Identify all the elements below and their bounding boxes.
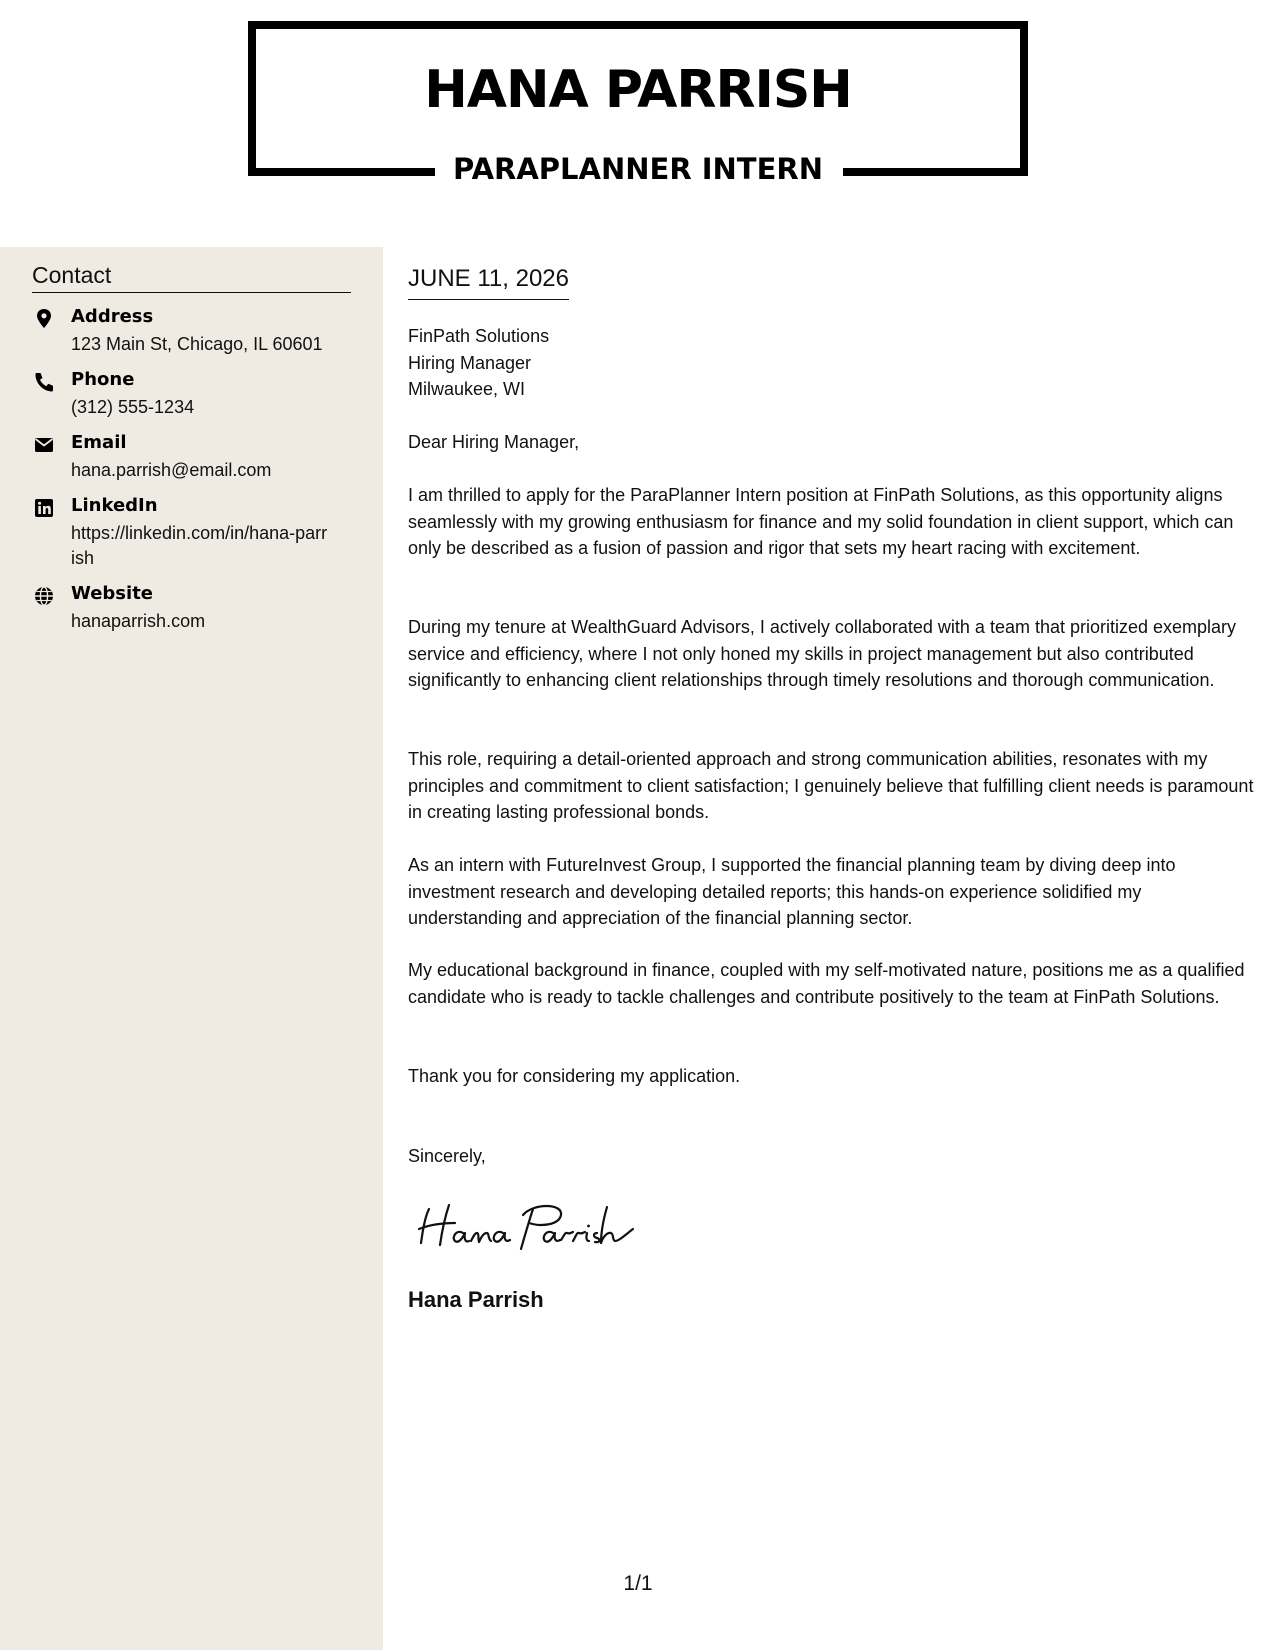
body-paragraph: During my tenure at WealthGuard Advisors, I actively collaborated with a team that prioritized exemplary service and efficiency, where I not only honed my skills in project management but also contributed significantly to enhancing client relationships through timely resolutions and thorough communication. — [408, 617, 1237, 690]
body-paragraph: I am thrilled to apply for the ParaPlanner Intern position at FinPath Solutions, as this opportunity aligns seamlessly with my growing enthusiasm for finance and my solid foundation in client support, which can only be described as a fusion of passion and rigor that sets my heart racing with excitement. — [408, 485, 1234, 558]
globe-icon — [32, 585, 56, 607]
email-value[interactable]: hana.parrish@email.com — [71, 460, 272, 480]
letter-date: JUNE 11, 2026 — [408, 265, 569, 300]
website-value[interactable]: hanaparrish.com — [71, 611, 206, 631]
envelope-icon — [32, 434, 56, 456]
sign-off: Sincerely, — [408, 1146, 486, 1166]
contact-label: Website — [71, 583, 154, 604]
contact-label: Address — [71, 306, 154, 327]
salutation: Dear Hiring Manager, — [408, 432, 580, 452]
linkedin-icon — [32, 497, 56, 519]
body-paragraph: This role, requiring a detail-oriented approach and strong communication abilities, resonates with my principles and commitment to client satisfaction; I genuinely believe that fulfilling client needs is paramount in creating lasting professional bonds. — [408, 749, 1254, 822]
page-number: 1/1 — [623, 1572, 653, 1595]
signer-name: Hana Parrish — [408, 1287, 544, 1312]
contact-label: LinkedIn — [71, 495, 158, 516]
body-paragraph: My educational background in finance, coupled with my self-motivated nature, positions me as a qualified candidate who is ready to tackle challenges and contribute positively to the team at FinPath Solutions. — [408, 960, 1245, 1007]
phone-value: (312) 555-1234 — [71, 397, 195, 417]
contact-heading: Contact — [32, 262, 351, 293]
recipient-location: Milwaukee, WI — [408, 379, 526, 399]
closing-line: Thank you for considering my application. — [408, 1066, 741, 1086]
contact-label: Email — [71, 432, 127, 453]
phone-icon — [32, 371, 56, 393]
handwritten-signature — [415, 1195, 675, 1255]
job-title: PARAPLANNER INTERN — [452, 152, 824, 186]
recipient-company: FinPath Solutions — [408, 326, 550, 346]
map-pin-icon — [32, 308, 56, 330]
body-paragraph: As an intern with FutureInvest Group, I supported the financial planning team by diving deep into investment research and developing detailed reports; this hands-on experience solidified my understanding and appreciation of the financial planning sector. — [408, 855, 1176, 928]
recipient-title: Hiring Manager — [408, 352, 532, 373]
linkedin-value[interactable]: https://linkedin.com/in/hana-parrish — [71, 523, 328, 568]
address-value: 123 Main St, Chicago, IL 60601 — [71, 334, 323, 354]
contact-label: Phone — [71, 369, 135, 390]
applicant-name: HANA PARRISH — [424, 60, 852, 120]
recipient-block — [408, 323, 1258, 403]
